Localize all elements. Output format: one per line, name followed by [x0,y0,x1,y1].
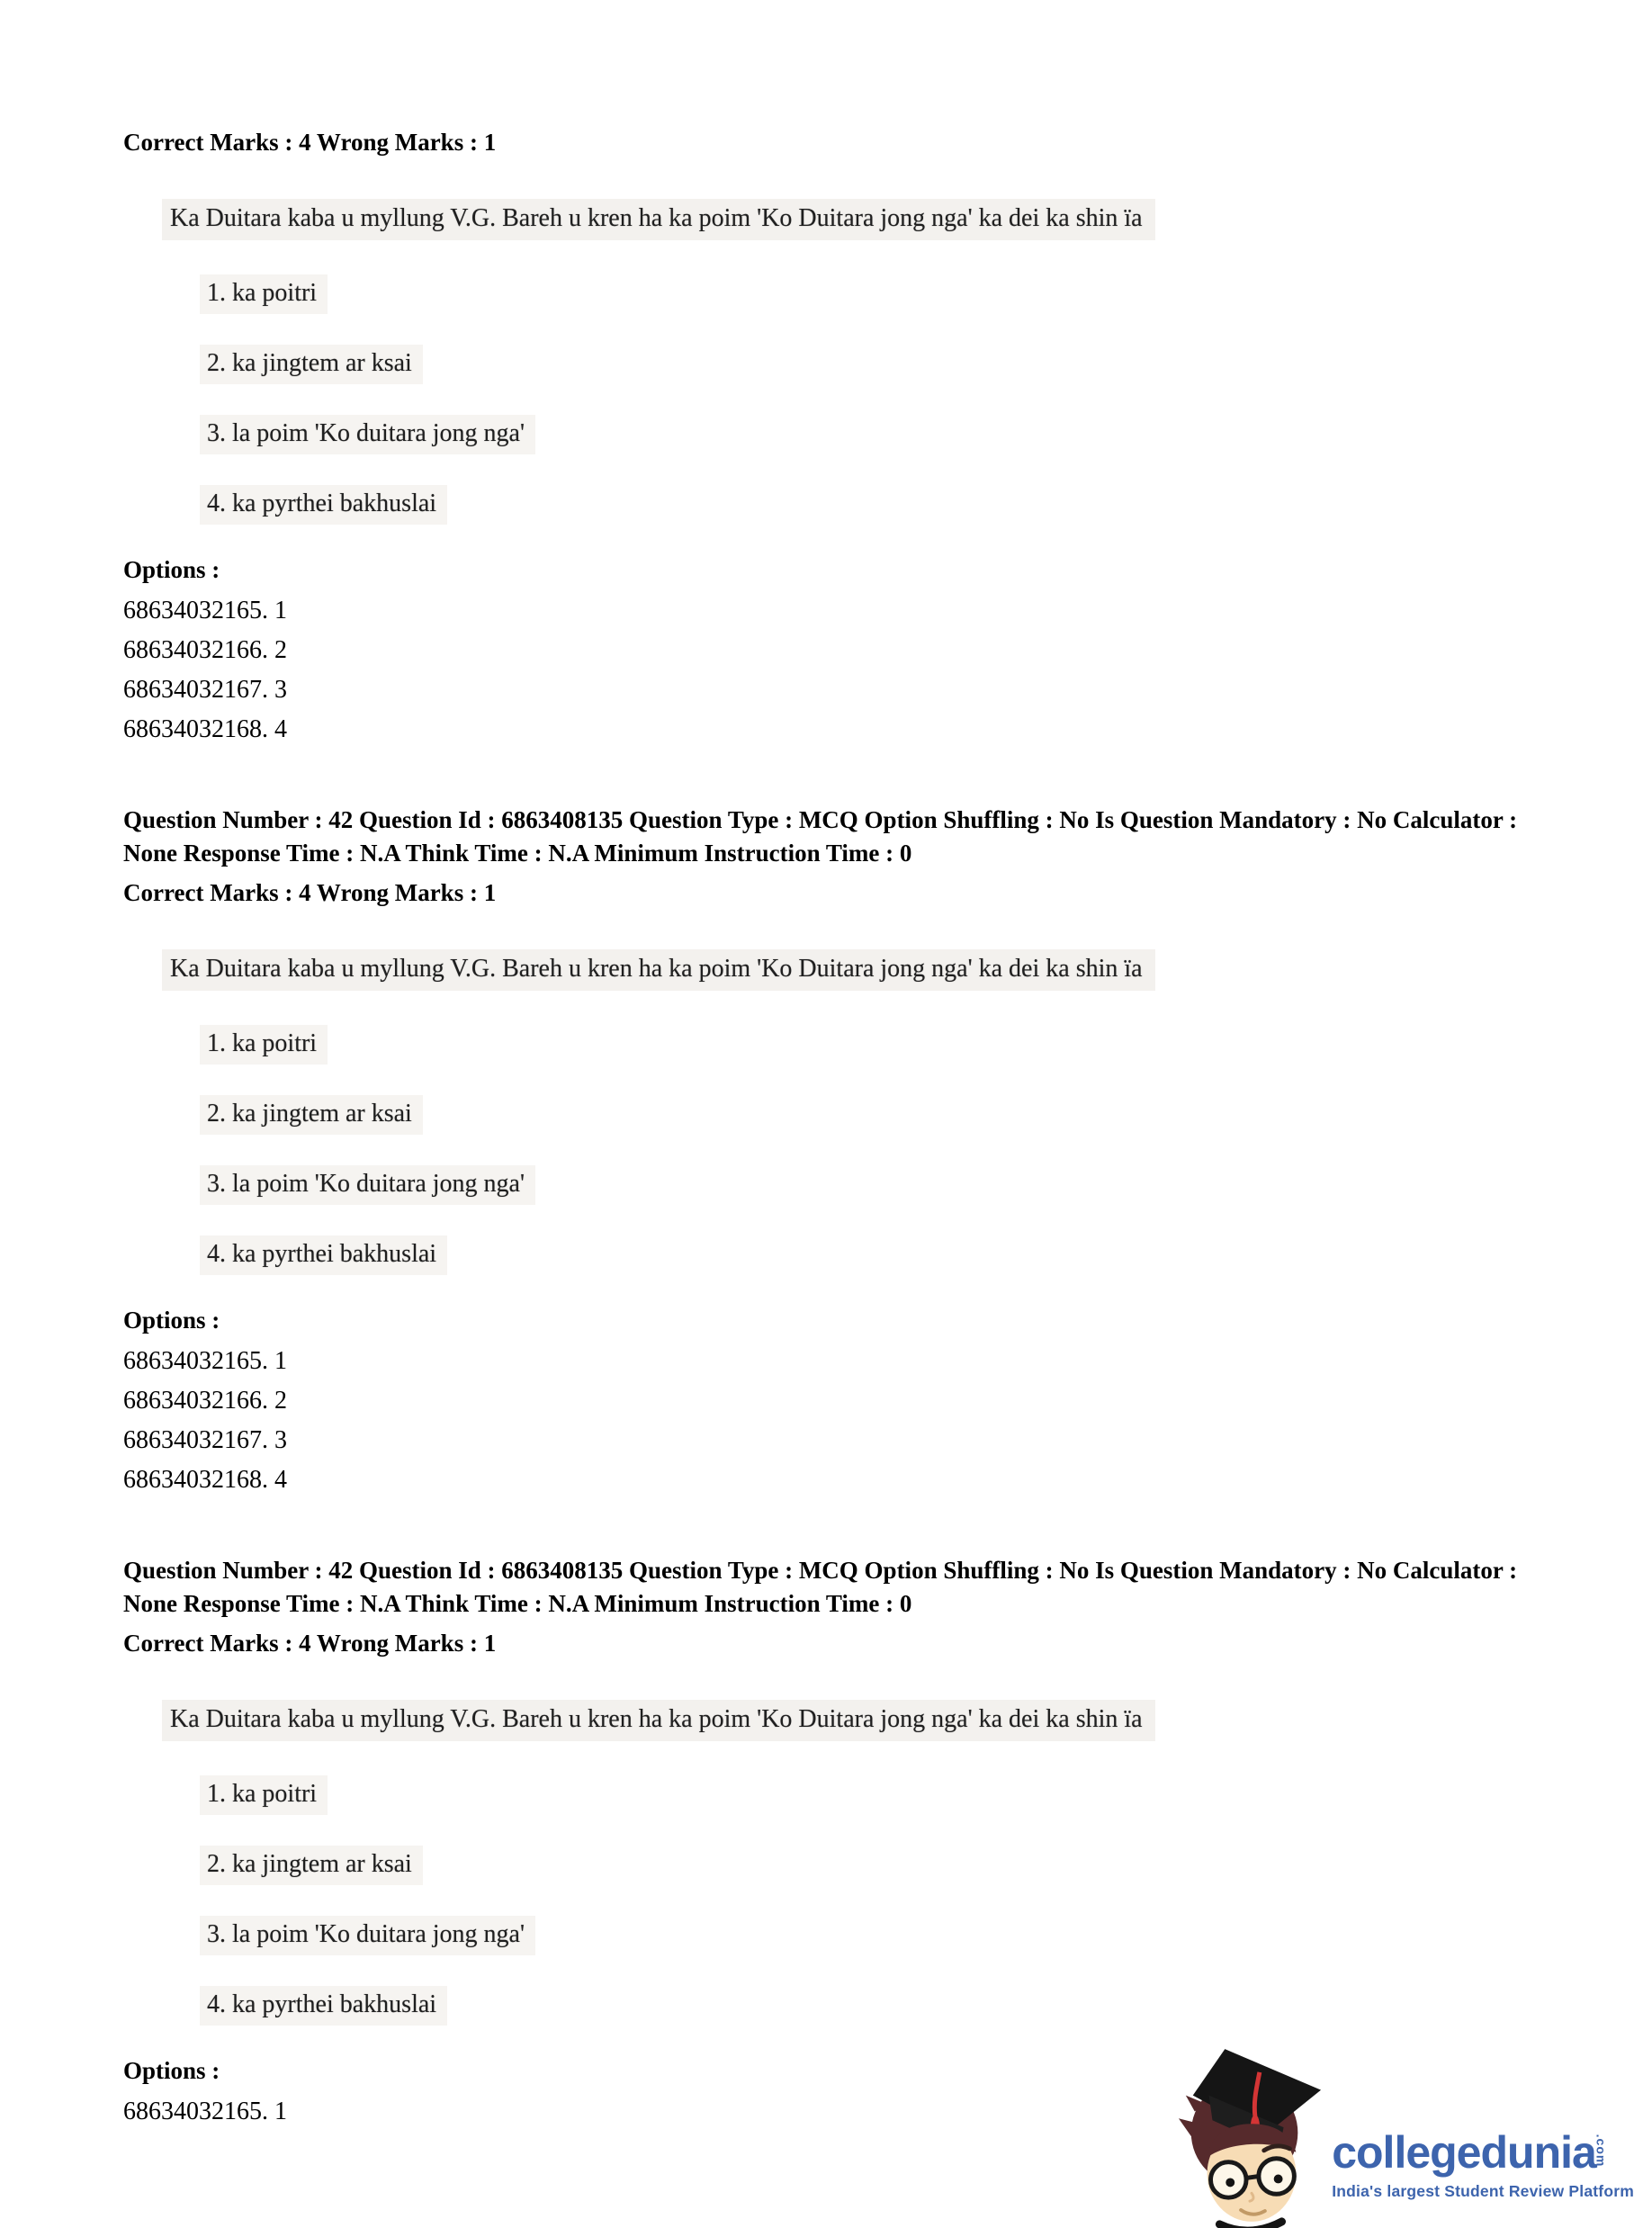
option-id-line: 68634032165. 1 [123,597,287,624]
brand-row [1332,2127,1609,2178]
brand-tagline: India's largest Student Review Platform [1332,2182,1634,2200]
question-row [123,1700,1571,1741]
option-id-line: 68634032166. 2 [123,636,287,664]
option-id-line: 68634032166. 2 [123,1387,287,1415]
option-id-line: 68634032165. 1 [123,2098,287,2125]
choice-row [123,1235,1571,1275]
question-meta-header: Question Number : 42 Question Id : 6863408135 Question Type : MCQ Option Shuffling : No Is Question Mandatory : No Calculator : None Response Time : N.A Think Time : N.A Minimum Instruction Time : 0 [123,806,1518,867]
choice-row [123,1986,1571,2026]
marks-line: Correct Marks : 4 Wrong Marks : 1 [123,1630,497,1657]
question-text-image: Ka Duitara kaba u myllung V.G. Bareh u kren ha ka poim 'Ko Duitara jong nga' ka dei ka shin ïa [162,199,1155,240]
option-id-line: 68634032168. 4 [123,1466,287,1494]
options-heading: Options : [123,556,220,583]
question-block-2 [123,804,1571,1500]
choice-image-2: 2. ka jingtem ar ksai [200,1846,423,1885]
choice-row [123,1095,1571,1135]
question-block-3 [123,1554,1571,2132]
option-id-line: 68634032168. 4 [123,715,287,743]
choice-row [123,415,1571,454]
brand-name: collegedunia [1332,2127,1596,2178]
choice-row [123,1025,1571,1065]
choice-image-1: 1. ka poitri [200,1025,328,1065]
choice-image-2: 2. ka jingtem ar ksai [200,345,423,384]
choice-row [123,274,1571,314]
choice-row [123,1916,1571,1955]
question-row [123,949,1571,991]
question-text-image: Ka Duitara kaba u myllung V.G. Bareh u kren ha ka poim 'Ko Duitara jong nga' ka dei ka shin ïa [162,949,1155,991]
collegedunia-logo [1173,2048,1634,2228]
option-id-line: 68634032167. 3 [123,1426,287,1454]
choice-row [123,1165,1571,1205]
choice-image-3: 3. la poim 'Ko duitara jong nga' [200,1916,535,1955]
option-id-line: 68634032167. 3 [123,676,287,704]
choice-image-1: 1. ka poitri [200,274,328,314]
brand-dotcom-suffix: .com [1594,2134,1609,2168]
choice-image-3: 3. la poim 'Ko duitara jong nga' [200,1165,535,1205]
question-row [123,199,1571,240]
choice-image-3: 3. la poim 'Ko duitara jong nga' [200,415,535,454]
choice-row [123,1775,1571,1815]
marks-line: Correct Marks : 4 Wrong Marks : 1 [123,129,497,156]
choice-row [123,1846,1571,1885]
choice-image-4: 4. ka pyrthei bakhuslai [200,1986,447,2026]
question-text-image: Ka Duitara kaba u myllung V.G. Bareh u kren ha ka poim 'Ko Duitara jong nga' ka dei ka shin ïa [162,1700,1155,1741]
choice-image-2: 2. ka jingtem ar ksai [200,1095,423,1135]
question-meta-header: Question Number : 42 Question Id : 6863408135 Question Type : MCQ Option Shuffling : No Is Question Mandatory : No Calculator : None Response Time : N.A Think Time : N.A Minimum Instruction Time : 0 [123,1557,1518,1617]
graduate-boy-mascot-icon [1173,2048,1324,2228]
logo-text-group [1332,2129,1634,2201]
option-id-line: 68634032165. 1 [123,1347,287,1375]
choice-image-4: 4. ka pyrthei bakhuslai [200,1235,447,1275]
choice-row [123,345,1571,384]
options-heading: Options : [123,2057,220,2084]
marks-line: Correct Marks : 4 Wrong Marks : 1 [123,879,497,906]
question-block-1 [123,129,1571,750]
choice-image-4: 4. ka pyrthei bakhuslai [200,485,447,525]
choice-row [123,485,1571,525]
choice-image-1: 1. ka poitri [200,1775,328,1815]
options-heading: Options : [123,1307,220,1334]
